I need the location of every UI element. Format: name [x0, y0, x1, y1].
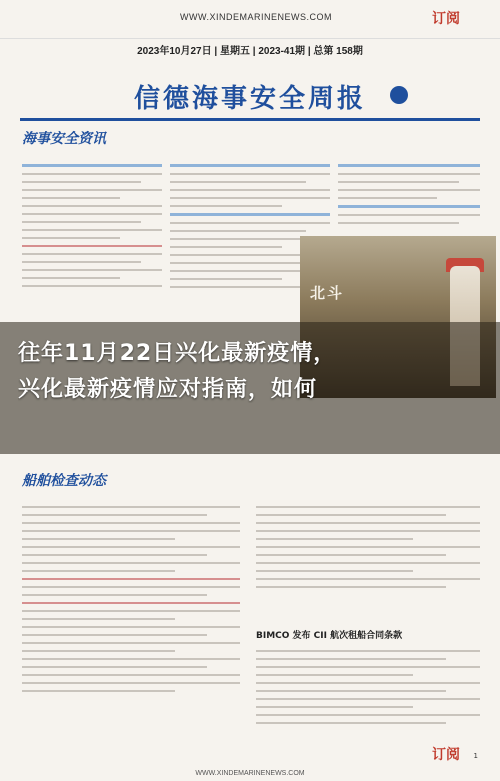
section-title-maritime-safety: 海事安全资讯	[22, 131, 106, 147]
publisher-logo	[390, 86, 408, 104]
dateline: 2023年10月27日 | 星期五 | 2023-41期 | 总第 158期	[137, 46, 363, 57]
photo-sign-text: 北斗	[310, 284, 345, 302]
issue-weekday: 星期五	[219, 46, 250, 57]
issue-id: 2023-41期	[258, 46, 306, 57]
subscribe-button-footer[interactable]: 订阅	[432, 747, 460, 763]
article-column-6	[256, 644, 480, 740]
headline-line-2[interactable]: 兴化最新疫情应对指南，如何	[18, 377, 318, 402]
masthead-title: 信德海事安全周报	[133, 84, 366, 114]
section-title-vessel-inspection: 船舶检查动态	[22, 473, 106, 489]
masthead-rule	[20, 118, 480, 121]
article-column-3	[338, 158, 480, 233]
page-number: 1	[473, 752, 478, 760]
headline-line-1[interactable]: 往年11月22日兴化最新疫情，	[18, 341, 337, 366]
subscribe-button[interactable]: 订阅	[432, 11, 460, 27]
issue-number: 总第 158期	[313, 46, 363, 57]
article-column-1	[22, 158, 162, 318]
bimco-heading: BIMCO 发布 CII 航次租船合同条款	[256, 631, 403, 641]
site-url[interactable]: WWW.XINDEMARINENEWS.COM	[180, 12, 332, 22]
issue-date: 2023年10月27日	[137, 46, 212, 57]
footer-site-url[interactable]: WWW.XINDEMARINENEWS.COM	[195, 770, 305, 777]
article-column-4	[22, 500, 240, 740]
article-column-5	[256, 500, 480, 620]
top-bar	[0, 0, 500, 39]
